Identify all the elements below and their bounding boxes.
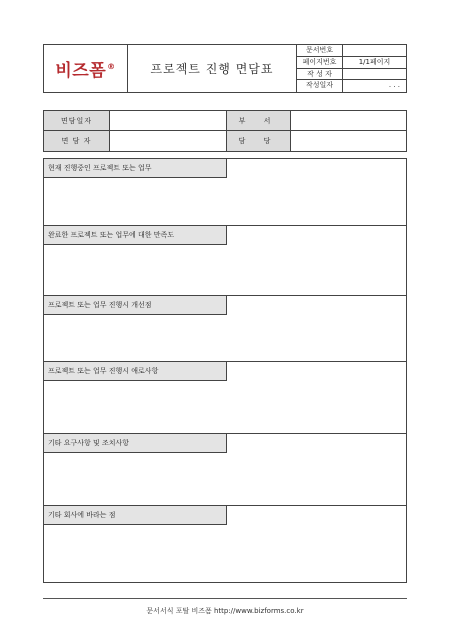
interview-date-field[interactable] — [110, 111, 227, 130]
section-difficulties[interactable] — [44, 362, 406, 434]
meta-label: 작 성 자 — [297, 69, 343, 80]
document-title: 프로젝트 진행 면담표 — [128, 45, 297, 92]
section-requests-actions[interactable] — [44, 434, 406, 506]
meta-row-page-number — [297, 57, 406, 69]
section-label: 완료한 프로젝트 또는 업무에 대한 만족도 — [44, 226, 227, 245]
info-row — [44, 111, 406, 131]
meta-label: 작성일자 — [297, 80, 343, 92]
section-label: 기타 회사에 바라는 점 — [44, 506, 227, 525]
section-label: 프로젝트 또는 업무 진행시 개선점 — [44, 296, 227, 315]
interviewee-field[interactable] — [110, 131, 227, 151]
department-field[interactable] — [291, 111, 406, 130]
person-in-charge-field[interactable] — [291, 131, 406, 151]
person-in-charge-label: 담 당 — [227, 131, 291, 151]
interview-info-table — [43, 110, 407, 152]
meta-value[interactable]: . . . — [388, 81, 400, 90]
section-label: 현재 진행중인 프로젝트 또는 업무 — [44, 159, 227, 178]
meta-row-doc-number — [297, 45, 406, 57]
document-meta-table — [297, 45, 406, 92]
interview-date-label: 면담일자 — [44, 111, 110, 130]
footer-text: 문서서식 포탈 비즈폼 http://www.bizforms.co.kr — [146, 607, 304, 615]
meta-label: 페이지번호 — [297, 57, 343, 68]
bizforms-logo: 비즈폼® — [55, 61, 116, 81]
logo-cell — [44, 45, 128, 92]
section-improvements[interactable] — [44, 296, 406, 362]
meta-value[interactable] — [343, 69, 406, 80]
section-satisfaction[interactable] — [44, 226, 406, 296]
interviewee-label: 면 담 자 — [44, 131, 110, 151]
meta-value[interactable] — [343, 45, 406, 56]
section-company-wishes[interactable] — [44, 506, 406, 582]
department-label: 부 서 — [227, 111, 291, 130]
info-row — [44, 131, 406, 151]
section-label: 프로젝트 또는 업무 진행시 애로사항 — [44, 362, 227, 381]
meta-label: 문서번호 — [297, 45, 343, 56]
meta-row-author — [297, 69, 406, 81]
section-current-projects[interactable] — [44, 159, 406, 226]
section-label: 기타 요구사항 및 조치사항 — [44, 434, 227, 453]
footer-divider — [43, 598, 407, 599]
document-header — [43, 44, 407, 93]
meta-value[interactable]: 1/1페이지 — [358, 57, 391, 66]
interview-sections — [43, 158, 407, 583]
meta-row-date — [297, 80, 406, 92]
